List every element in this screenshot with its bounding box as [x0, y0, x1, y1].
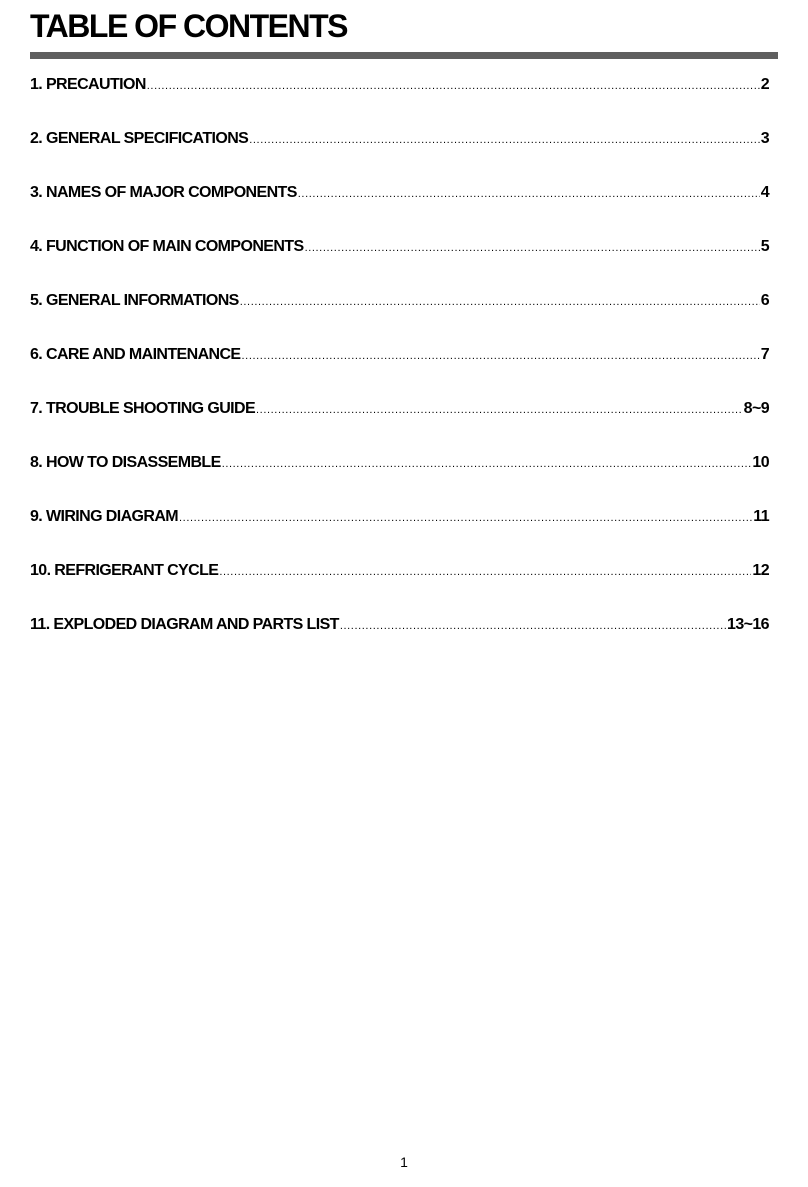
dot-leader [340, 620, 726, 632]
toc-entry-page: 7 [760, 346, 769, 363]
dot-leader [298, 188, 760, 200]
toc-entry-label: 2. GENERAL SPECIFICATIONS [30, 130, 249, 147]
toc-entry-label: 5. GENERAL INFORMATIONS [30, 292, 239, 309]
dot-leader [305, 242, 760, 254]
toc-entry-label: 4. FUNCTION OF MAIN COMPONENTS [30, 238, 304, 255]
toc-entry-names-of-major-components[interactable] [30, 184, 769, 238]
dot-leader [242, 350, 760, 362]
toc-entry-how-to-disassemble[interactable] [30, 454, 769, 508]
toc-entry-label: 10. REFRIGERANT CYCLE [30, 562, 219, 579]
toc-entry-refrigerant-cycle[interactable] [30, 562, 769, 616]
toc-entry-general-informations[interactable] [30, 292, 769, 346]
table-of-contents [30, 76, 769, 670]
toc-entry-page: 10 [752, 454, 769, 471]
toc-entry-function-of-main-components[interactable] [30, 238, 769, 292]
toc-entry-page: 12 [752, 562, 769, 579]
dot-leader [147, 80, 760, 92]
toc-entry-page: 13~16 [727, 616, 769, 633]
dot-leader [249, 134, 759, 146]
toc-entry-exploded-diagram-and-parts-list[interactable] [30, 616, 769, 670]
toc-entry-wiring-diagram[interactable] [30, 508, 769, 562]
title-divider [30, 52, 778, 59]
toc-entry-label: 3. NAMES OF MAJOR COMPONENTS [30, 184, 297, 201]
toc-entry-page: 2 [760, 76, 769, 93]
toc-entry-page: 6 [760, 292, 769, 309]
toc-entry-trouble-shooting-guide[interactable] [30, 400, 769, 454]
toc-entry-page: 5 [760, 238, 769, 255]
toc-entry-general-specifications[interactable] [30, 130, 769, 184]
toc-entry-page: 8~9 [743, 400, 769, 417]
toc-entry-label: 11. EXPLODED DIAGRAM AND PARTS LIST [30, 616, 339, 633]
toc-entry-page: 4 [760, 184, 769, 201]
toc-entry-precaution[interactable] [30, 76, 769, 130]
dot-leader [179, 512, 752, 524]
dot-leader [222, 458, 752, 470]
toc-entry-label: 1. PRECAUTION [30, 76, 146, 93]
toc-entry-label: 6. CARE AND MAINTENANCE [30, 346, 241, 363]
dot-leader [240, 296, 760, 308]
toc-entry-page: 3 [760, 130, 769, 147]
page-title: TABLE OF CONTENTS [30, 8, 347, 44]
toc-entry-label: 8. HOW TO DISASSEMBLE [30, 454, 221, 471]
toc-entry-label: 7. TROUBLE SHOOTING GUIDE [30, 400, 256, 417]
dot-leader [256, 404, 743, 416]
toc-entry-care-and-maintenance[interactable] [30, 346, 769, 400]
toc-entry-label: 9. WIRING DIAGRAM [30, 508, 179, 525]
toc-entry-page: 11 [753, 508, 769, 525]
page-number: 1 [400, 1154, 408, 1170]
dot-leader [219, 566, 751, 578]
